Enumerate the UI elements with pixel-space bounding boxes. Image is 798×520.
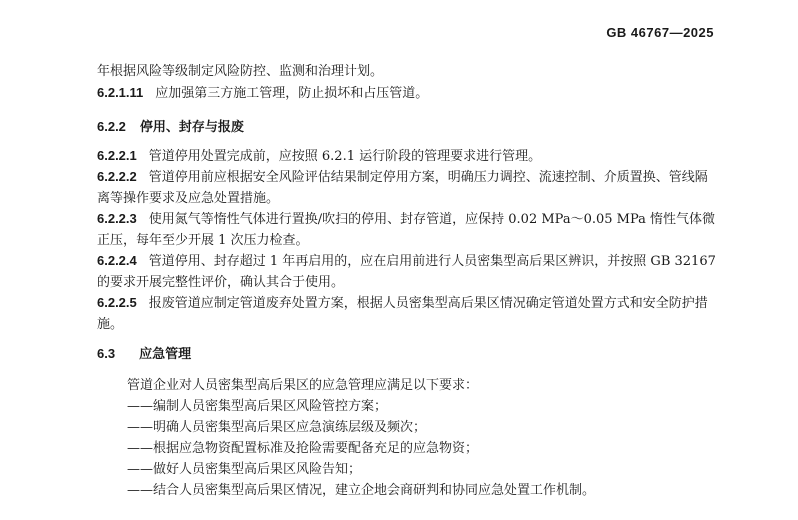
clause-6-2-2-2 bbox=[97, 166, 719, 209]
clause-6-2-2-3 bbox=[97, 208, 719, 251]
section-title: 停用、封存与报废 bbox=[139, 120, 244, 135]
list-item: ——做好人员密集型高后果区风险告知； bbox=[127, 462, 362, 477]
clause-text: 管道停用处置完成前，应按照 6.2.1 运行阶段的管理要求进行管理。 bbox=[148, 149, 542, 164]
section-6-3-heading bbox=[97, 346, 191, 363]
clause-number: 6.2.2.2 bbox=[97, 169, 137, 184]
clause-number: 6.2.2.5 bbox=[97, 295, 137, 310]
list-item: ——明确人员密集型高后果区应急演练层级及频次； bbox=[127, 420, 427, 435]
clause-text: 使用氮气等惰性气体进行置换/吹扫的停用、封存管道，应保持 0.02 MPa～0.05 MPa 惰性气体微正压，每年至少开展 1 次压力检查。 bbox=[97, 212, 716, 248]
clause-text: 应加强第三方施工管理，防止损坏和占压管道。 bbox=[155, 86, 429, 101]
section-title: 应急管理 bbox=[139, 347, 192, 362]
section-number: 6.2.2 bbox=[97, 119, 126, 134]
clause-number: 6.2.2.1 bbox=[97, 148, 137, 163]
clause-number: 6.2.2.3 bbox=[97, 211, 137, 226]
section-6-3-intro: 管道企业对人员密集型高后果区的应急管理应满足以下要求： bbox=[127, 378, 479, 393]
section-number: 6.3 bbox=[97, 346, 116, 361]
clause-6-2-1-11 bbox=[97, 85, 428, 102]
clause-text: 报废管道应制定管道废弃处置方案，根据人员密集型高后果区情况确定管道处置方式和安全防护措施。 bbox=[97, 296, 708, 332]
clause-number: 6.2.2.4 bbox=[97, 253, 137, 268]
clause-6-2-2-1 bbox=[97, 148, 541, 165]
section-6-2-2-heading bbox=[97, 119, 244, 136]
list-item: ——根据应急物资配置标准及抢险需要配备充足的应急物资； bbox=[127, 441, 479, 456]
standard-code: GB 46767—2025 bbox=[606, 25, 714, 40]
clause-number: 6.2.1.11 bbox=[97, 85, 144, 100]
clause-6-2-2-4 bbox=[97, 250, 719, 293]
clause-6-2-2-5 bbox=[97, 292, 719, 335]
list-item: ——结合人员密集型高后果区情况，建立企地会商研判和协同应急处置工作机制。 bbox=[127, 483, 596, 498]
intro-line: 年根据风险等级制定风险防控、监测和治理计划。 bbox=[97, 64, 384, 79]
clause-text: 管道停用前应根据安全风险评估结果制定停用方案，明确压力调控、流速控制、介质置换、管线隔离等操作要求及应急处置措施。 bbox=[97, 170, 708, 206]
clause-text: 管道停用、封存超过 1 年再启用的，应在启用前进行人员密集型高后果区辨识，并按照 GB 32167 的要求开展完整性评价，确认其合于使用。 bbox=[97, 254, 716, 290]
list-item: ——编制人员密集型高后果区风险管控方案； bbox=[127, 399, 388, 414]
